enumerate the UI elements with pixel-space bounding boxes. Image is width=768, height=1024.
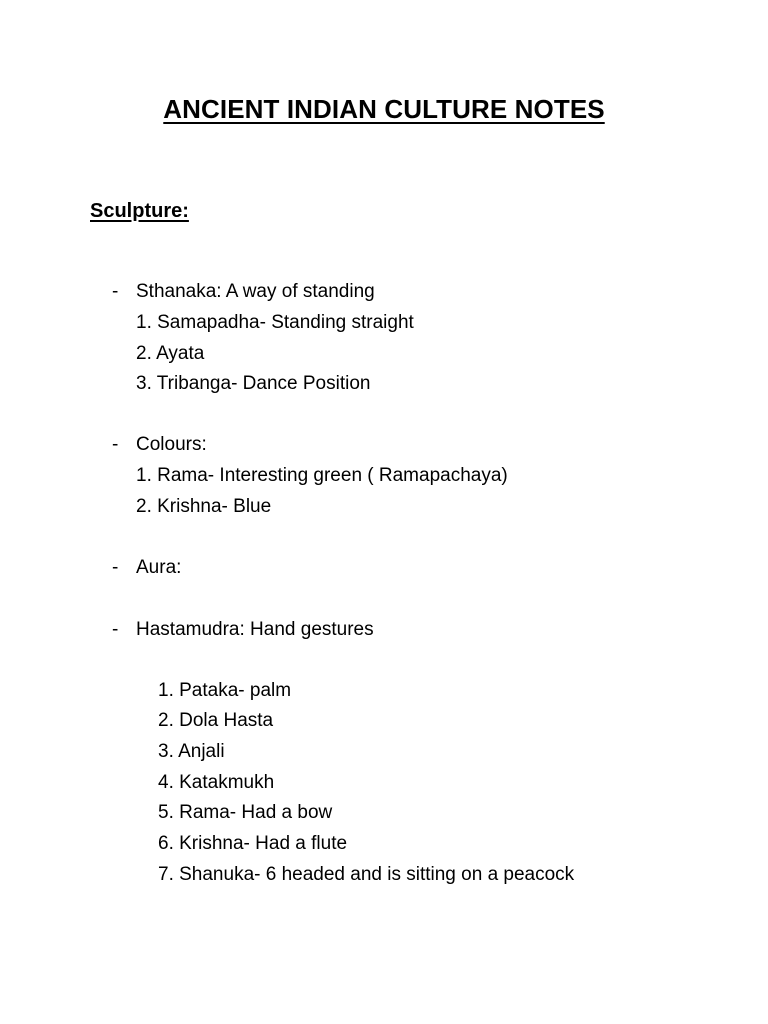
list-item: 1. Rama- Interesting green ( Ramapachaya): [136, 465, 508, 486]
list-item: 3. Tribanga- Dance Position: [136, 373, 371, 394]
section-heading-sculpture: Sculpture:: [90, 200, 189, 222]
list-item: 3. Anjali: [158, 741, 225, 762]
list-heading-aura: Aura:: [136, 557, 182, 578]
list-item: 1. Samapadha- Standing straight: [136, 312, 414, 333]
list-item: 2. Krishna- Blue: [136, 496, 272, 517]
list-item: 1. Pataka- palm: [158, 680, 292, 701]
bullet-dash: -: [112, 281, 119, 302]
list-heading-hastamudra: Hastamudra: Hand gestures: [136, 619, 374, 640]
list-item: 6. Krishna- Had a flute: [158, 833, 348, 854]
bullet-dash: -: [112, 434, 119, 455]
document-title: ANCIENT INDIAN CULTURE NOTES: [163, 94, 605, 124]
list-item: 5. Rama- Had a bow: [158, 802, 333, 823]
list-item: 7. Shanuka- 6 headed and is sitting on a peacock: [158, 864, 575, 885]
list-item: 4. Katakmukh: [158, 772, 275, 793]
list-heading-sthanaka: Sthanaka: A way of standing: [136, 281, 375, 302]
bullet-dash: -: [112, 619, 119, 640]
list-heading-colours: Colours:: [136, 434, 207, 455]
list-item: 2. Dola Hasta: [158, 710, 274, 731]
bullet-dash: -: [112, 557, 119, 578]
list-item: 2. Ayata: [136, 343, 205, 364]
